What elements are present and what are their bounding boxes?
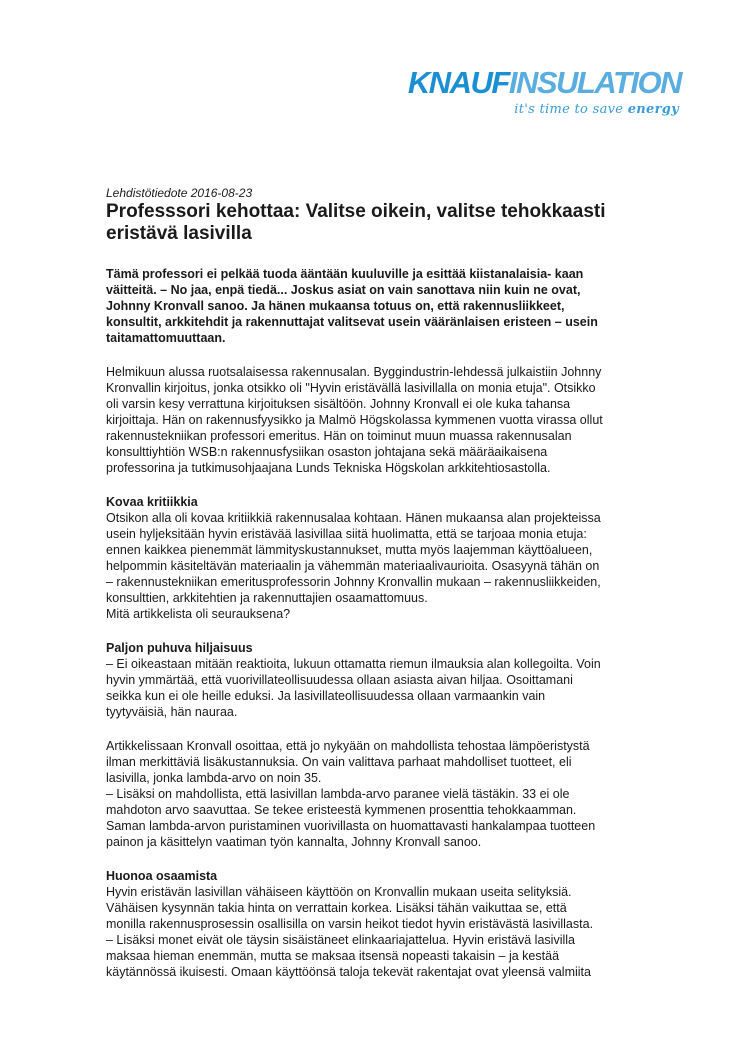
dateline: Lehdistötiedote 2016-08-23 (106, 186, 253, 200)
text-line: KNAUF (407, 65, 509, 100)
text-line: professorina ja tutkimusohjaajana Lunds Tekniska Högskolan arkkitehtiosastolla. (106, 461, 551, 475)
text-line: – Lisäksi monet eivät ole täysin sisäistäneet elinkaariajattelua. Hyvin eristävä lasivilla (106, 933, 575, 947)
intro-paragraph (106, 364, 686, 476)
text-line: Hyvin eristävän lasivillan vähäiseen käyttöön on Kronvallin mukaan useita selityksiä. (106, 885, 572, 899)
text-line: kirjoittaja. Hän on rakennusfyysikko ja Malmö Högskolassa kymmenen vuotta virassa ollut (106, 413, 603, 427)
text-line: konsultit, arkkitehdit ja rakennuttajat valitsevat usein vääränlaisen eristeen – usein (106, 315, 598, 329)
text-line: seikka kun ei ole heille eduksi. Ja lasivillateollisuudessa ollaan varmaankin vain (106, 689, 546, 703)
text-line: Kronvallin kirjoitus, jonka otsikko oli "Hyvin eristävällä lasivillalla on monia etuja". Otsikko (106, 381, 596, 395)
logo-wordmark (408, 64, 681, 102)
text-line: Saman lambda-arvon puristaminen vuorivillasta on huomattavasti hankalampaa tuotteen (106, 819, 596, 833)
lead-paragraph (106, 266, 686, 346)
page-title (106, 201, 686, 245)
text-line: Artikkelissaan Kronvall osoittaa, että jo nykyään on mahdollista tehostaa lämpöeristystä (106, 739, 590, 753)
knauf-insulation-logo (407, 64, 689, 128)
text-line: usein hyljeksitään hyvin eristävää lasivillaa siitä huolimatta, että se tarjoaa monia etuja: (106, 527, 587, 541)
text-line: – Ei oikeastaan mitään reaktioita, lukuun ottamatta riemun ilmauksia alan kollegoilta. Voin (106, 657, 601, 671)
text-line: eristävä lasivilla (106, 223, 252, 244)
text-line: Professsori kehottaa: Valitse oikein, valitse tehokkaasti (106, 201, 606, 222)
text-line: INSULATION (508, 65, 681, 100)
text-line: käytännössä ikuisesti. Omaan käyttöönsä taloja tekevät rakentajat ovat yleensä valmiita (106, 965, 591, 979)
text-line: Johnny Kronvall sanoo. Ja hänen mukaansa totuus on, että rakennusliikkeet, (106, 299, 565, 313)
section-heading: Huonoa osaamista (106, 869, 218, 883)
text-line: – Lisäksi on mahdollista, että lasivillan lambda-arvo paranee vielä tästäkin. 33 ei ole (106, 787, 570, 801)
section-paragraph (106, 510, 686, 622)
section-heading: Kovaa kritiikkia (106, 495, 198, 509)
press-release-body (106, 185, 686, 998)
text-line: rakennustekniikan professori emeritus. Hän on toiminut muun muassa rakennusalan (106, 429, 572, 443)
text-line: Mitä artikkelista oli seurauksena? (106, 607, 291, 621)
text-line: it's time to save (514, 102, 628, 117)
text-line: ilman merkittäviä lisäkustannuksia. On vain valittava parhaat mahdolliset tuotteet, eli (106, 755, 572, 769)
text-line: painon ja käsittelyn vaatiman työn kannalta, Johnny Kronvall sanoo. (106, 835, 482, 849)
text-line: helpommin käsiteltävän materiaalin ja vähemmän materiaalivaurioita. Osasyynä tähän on (106, 559, 600, 573)
section-kovaa-kritiikkia (106, 494, 686, 622)
text-line: Otsikon alla oli kovaa kritiikkiä rakennusalaa kohtaan. Hänen mukaansa alan projekteissa (106, 511, 601, 525)
text-line: Tämä professori ei pelkää tuoda ääntään kuuluville ja esittää kiistanalaisia- kaan (106, 267, 584, 281)
section-paljon-puhuva-hiljaisuus (106, 640, 686, 720)
text-line: Helmikuun alussa ruotsalaisessa rakennusalan. Byggindustrin-lehdessä julkaistiin Johnny (106, 365, 602, 379)
text-line: oli varsin kesy verrattuna kirjoituksen sisältöön. Johnny Kronvall ei ole kuka tahansa (106, 397, 571, 411)
text-line: konsulttiyhtiön WSB:n rakennusfysiikan osaston johtajana sekä määräaikaisena (106, 445, 548, 459)
text-line: väitteitä. – No jaa, enpä tiedä... Joskus asiat on vain sanottava niin kuin ne ovat, (106, 283, 581, 297)
text-line: mahdoton arvo saavuttaa. Se tekee eristeestä kymmenen prosenttia tehokkaamman. (106, 803, 577, 817)
text-line: konsulttien, arkkitehtien ja rakennuttajien osaamattomuus. (106, 591, 428, 605)
lambda-paragraph (106, 738, 686, 850)
section-huonoa-osaamista (106, 868, 686, 980)
logo-tagline (514, 102, 679, 117)
text-line: maksaa hieman enemmän, mutta se maksaa itsensä nopeasti takaisin – ja kestää (106, 949, 560, 963)
text-line: Vähäisen kysynnän takia hinta on verrattain korkea. Lisäksi tähän vaikuttaa se, että (106, 901, 567, 915)
section-heading: Paljon puhuva hiljaisuus (106, 641, 253, 655)
text-line: lasivilla, jonka lambda-arvo on noin 35. (106, 771, 322, 785)
text-line: – rakennustekniikan emeritusprofessorin Johnny Kronvallin mukaan – rakennusliikkeiden, (106, 575, 601, 589)
text-line: energy (627, 102, 679, 117)
text-line: hyvin ymmärtää, että vuorivillateollisuudessa ollaan asiasta aivan hiljaa. Osoittamani (106, 673, 573, 687)
section-paragraph (106, 884, 686, 980)
text-line: taitamattomuuttaan. (106, 331, 226, 345)
section-paragraph (106, 656, 686, 720)
text-line: tyytyväisiä, hän nauraa. (106, 705, 238, 719)
text-line: ennen kaikkea pienemmät lämmityskustannukset, mutta myös laajemman käyttöalueen, (106, 543, 593, 557)
text-line: monilla rakennusprosessin osallisilla on varsin heikot tiedot hyvin eristävästä lasivillasta. (106, 917, 594, 931)
